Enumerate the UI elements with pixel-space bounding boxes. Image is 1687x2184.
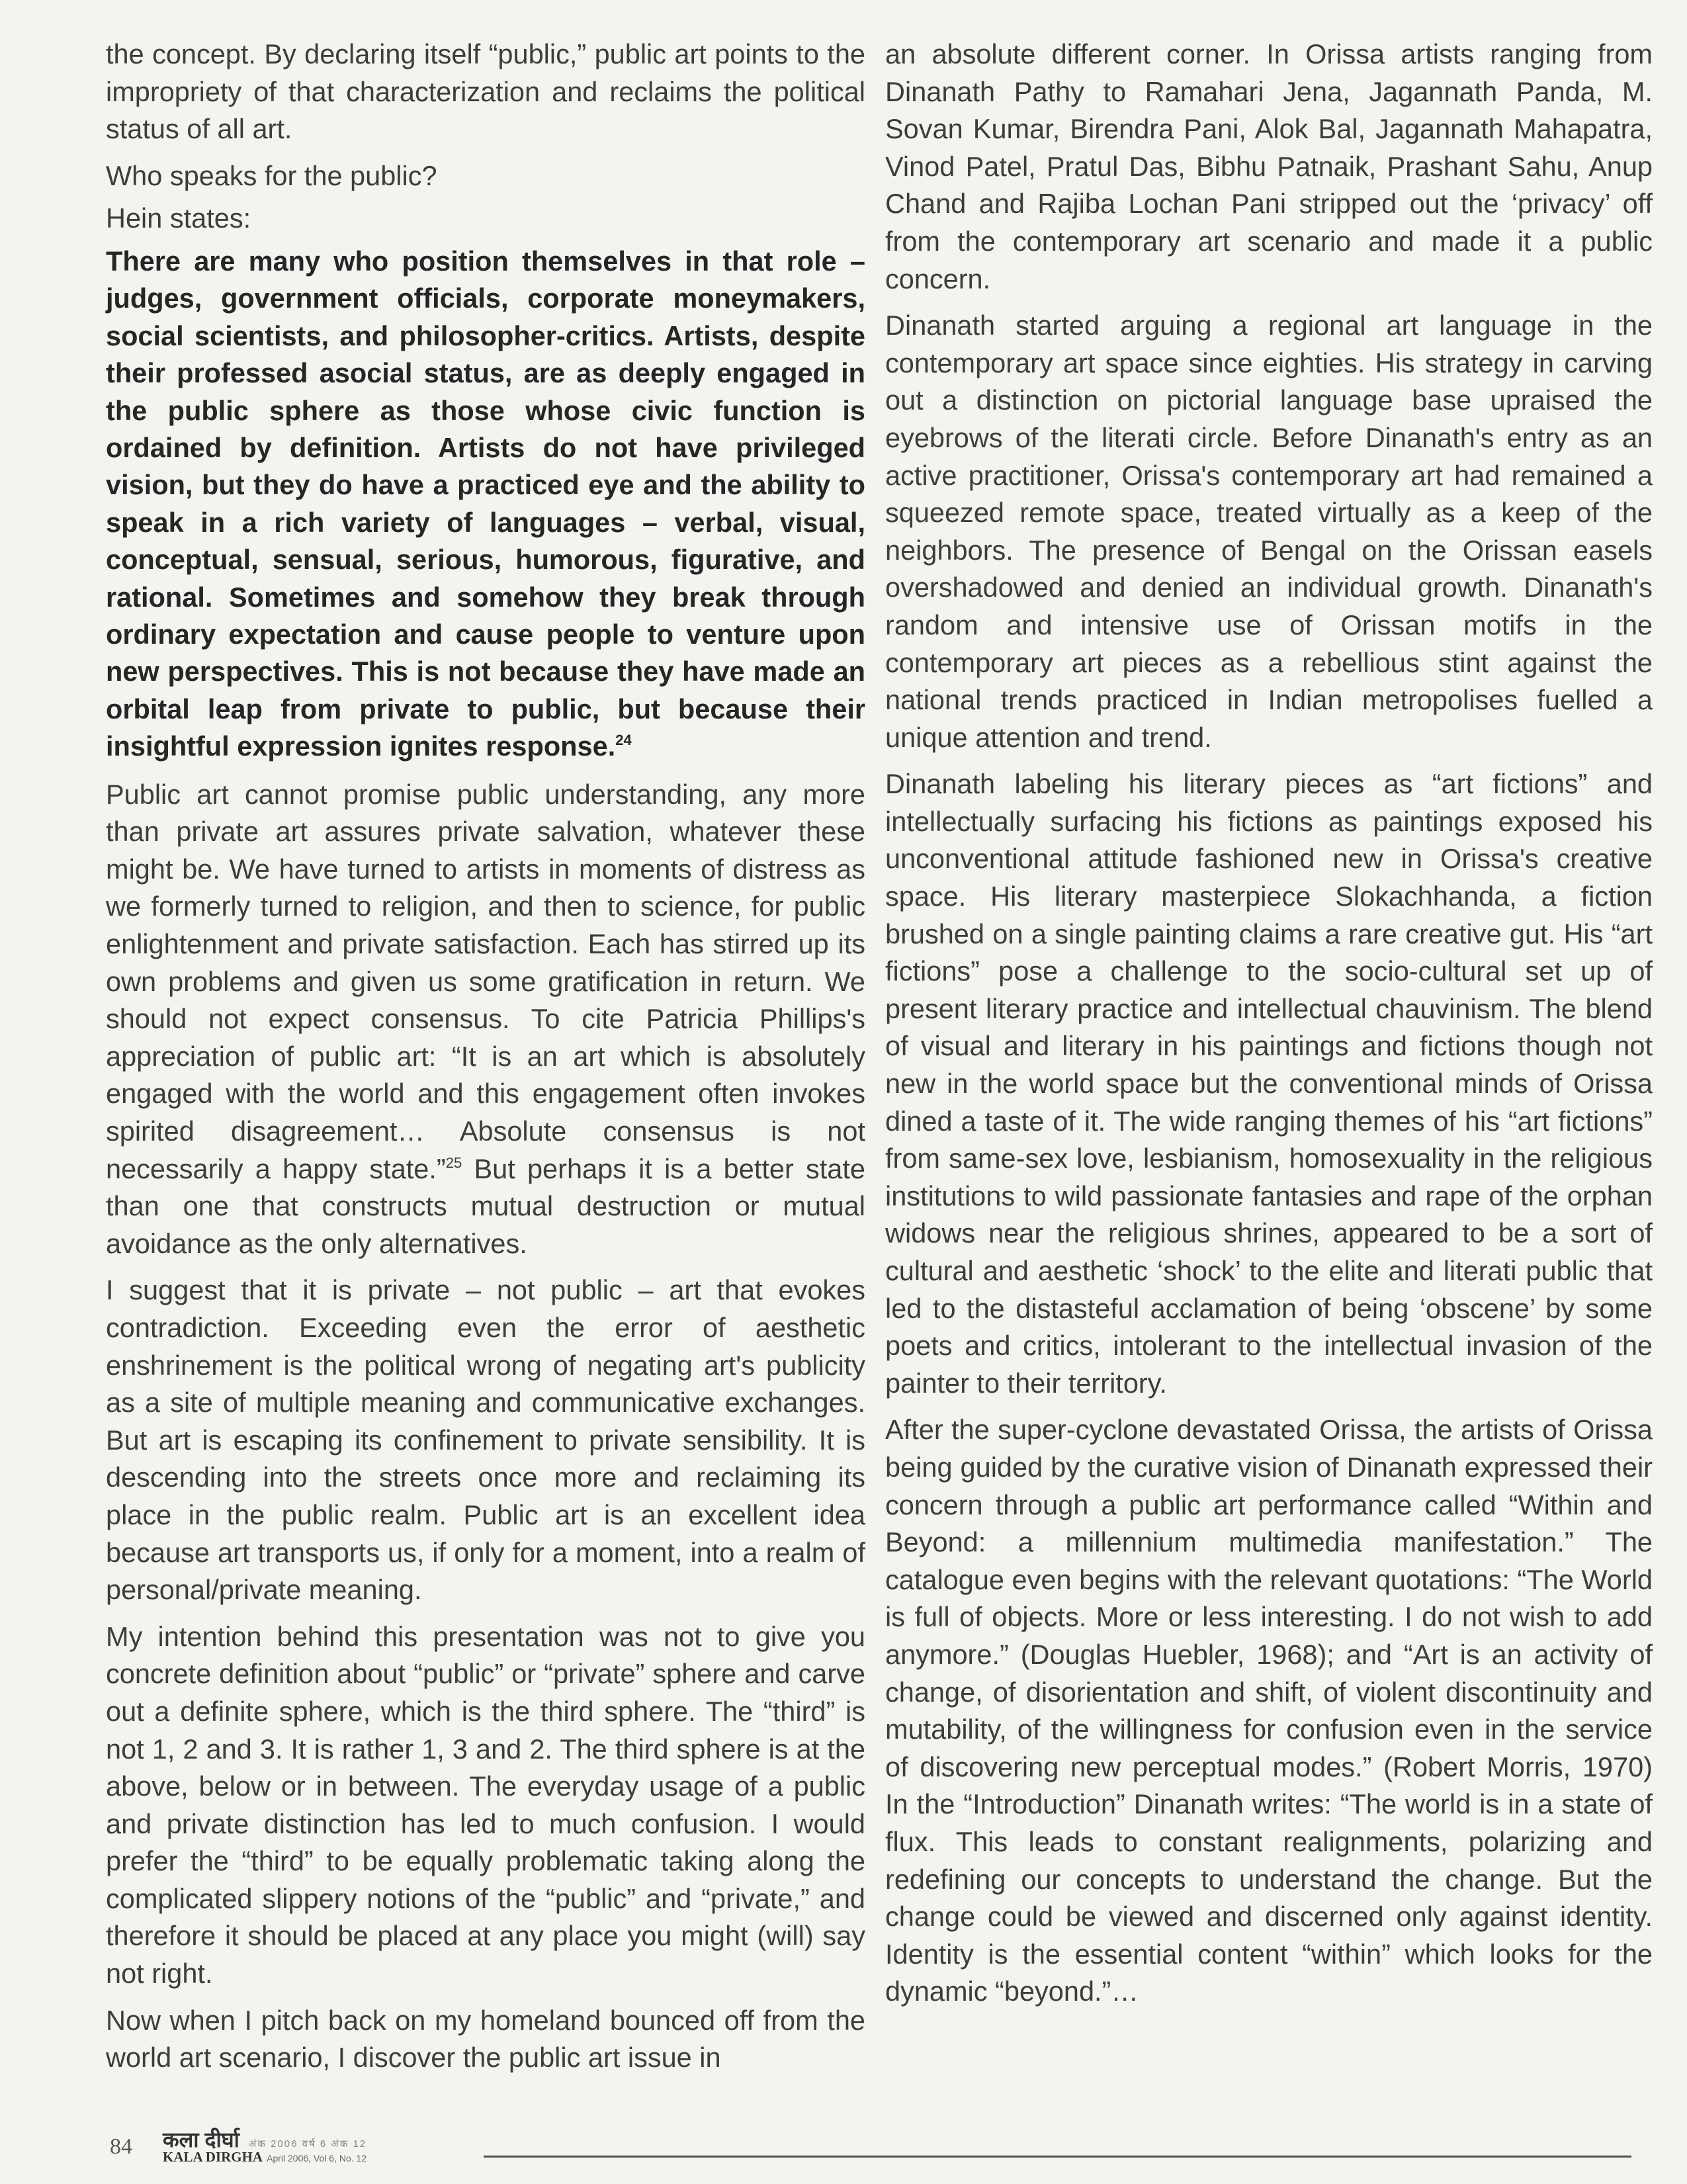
block-quote	[106, 243, 865, 765]
paragraph: Dinanath labeling his literary pieces as “art fictions” and intellectually surfacing his fictions as paintings exposed his unconventional attitude fashioned new in Orissa's creative space. His literary masterpiece Slokachhanda, a fiction brushed on a single painting claims a rare creative gut. His “art fictions” pose a challenge to the socio-cultural set up of present literary practice and intellectual chauvinism. The blend of visual and literary in his paintings and fictions though not new in the world space but the conventional minds of Orissa dined a taste of it. The wide ranging themes of his “art fictions” from same-sex love, lesbianism, homosexuality in the religious institutions to wild passionate fantasies and rape of the orphan widows near the religious shrines, appeared to be a sort of cultural and aesthetic ‘shock’ to the elite and literati public that led to the distasteful acclamation of being ‘obscene’ by some poets and critics, intolerant to the intellectual invasion of the painter to their territory.	[885, 768, 1653, 1399]
paragraph: the concept. By declaring itself “public,” public art points to the impropriety of that characterization and reclaims the political status of all art.	[106, 38, 865, 145]
paragraph-text: But perhaps it is a better state than one that constructs mutual destruction or mutual avoidance as the only alternatives.	[106, 1153, 865, 1259]
paragraph-text: Public art cannot promise public understanding, any more than private art assures private salvation, whatever these might be. We have turned to artists in moments of distress as we formerly turned to religion, and then to science, for public enlightenment and private satisfaction. Each has stirred up its own problems and given us some gratification in return. We should not expect consensus. To cite Patricia Phillips's appreciation of public art: “It is an art which is absolutely engaged with the world and this engagement often invokes spirited disagreement… Absolute consensus is not necessarily a happy state.”	[106, 778, 865, 1184]
paragraph: Dinanath started arguing a regional art language in the contemporary art space since eighties. His strategy in carving out a distinction on pictorial language base upraised the eyebrows of the literati circle. Before Dinanath's entry as an active practitioner, Orissa's contemporary art had remained a squeezed remote space, treated virtually as a keep of the neighbors. The presence of Bengal on the Orissan easels overshadowed and denied an individual growth. Dinanath's random and intensive use of Orissan motifs in the contemporary art pieces as a rebellious stint against the national trends practiced in Indian metropolises fuelled a unique attention and trend.	[885, 310, 1653, 753]
issue-info-hindi: अंक 2006 वर्ष 6 अंक 12	[248, 2138, 367, 2150]
footnote-ref: 25	[445, 1154, 462, 1171]
page-number: 84	[110, 2134, 132, 2159]
journal-title-hindi: कला दीर्घा	[163, 2128, 239, 2152]
left-column	[106, 36, 865, 2086]
paragraph: Who speaks for the public?	[106, 159, 437, 191]
footnote-ref: 24	[615, 732, 632, 749]
paragraph: Now when I pitch back on my homeland bounced off from the world art scenario, I discover the public art issue in	[106, 2004, 865, 2074]
paragraph: After the super-cyclone devastated Orissa, the artists of Orissa being guided by the curative vision of Dinanath expressed their concern through a public art performance called “Within and Beyond: a millennium multimedia manifestation.” The catalogue even begins with the relevant quotations: “The World is full of objects. More or less interesting. I do not wish to add anymore.” (Douglas Huebler, 1968); and “Art is an activity of change, of disorientation and shift, of violent discontinuity and mutability, of the willingness for confusion even in the service of discovering new perceptual modes.” (Robert Morris, 1970) In the “Introduction” Dinanath writes: “The world is in a state of flux. This leads to constant realignments, polarizing and redefining our concepts to understand the change. But the change could be viewed and discerned only against identity. Identity is the essential content “within” which looks for the dynamic “beyond.”…	[885, 1414, 1653, 2007]
footer-rule	[484, 2156, 1631, 2158]
journal-title-english-line	[163, 2149, 367, 2165]
paragraph: an absolute different corner. In Orissa artists ranging from Dinanath Pathy to Ramahari Jena, Jagannath Panda, M. Sovan Kumar, Birendra Pani, Alok Bal, Jagannath Mahapatra, Vinod Patel, Pratul Das, Bibhu Patnaik, Prashant Sahu, Anup Chand and Rajiba Lochan Pani stripped out the ‘privacy’ off from the contemporary art scenario and made it a public concern.	[885, 38, 1653, 294]
quote-text: There are many who position themselves in that role – judges, government officials, corporate moneymakers, social scientists, and philosopher-critics. Artists, despite their professed asocial status, are as deeply engaged in the public sphere as those whose civic function is ordained by definition. Artists do not have privileged vision, but they do have a practiced eye and the ability to speak in a rich variety of languages – verbal, visual, conceptual, sensual, serious, humorous, figurative, and rational. Sometimes and somehow they break through ordinary expectation and cause people to venture upon new perspectives. This is not because they have made an orbital leap from private to public, but because their insightful expression ignites response.	[106, 245, 865, 762]
paragraph	[106, 776, 865, 1263]
paragraph: My intention behind this presentation was not to give you concrete definition about “public” or “private” sphere and carve out a definite sphere, which is the third sphere. The “third” is not 1, 2 and 3. It is rather 1, 3 and 2. The third sphere is at the above, below or in between. The everyday usage of a public and private distinction has led to much confusion. I would prefer the “third” to be equally problematic taking along the complicated slippery notions of the “public” and “private,” and therefore it should be placed at any place you might (will) say not right.	[106, 1620, 865, 1989]
paragraph: Hein states:	[106, 202, 251, 234]
right-column	[885, 36, 1653, 2020]
journal-title-english: KALA DIRGHA	[163, 2149, 263, 2165]
paragraph: I suggest that it is private – not public – art that evokes contradiction. Exceeding even the error of aesthetic enshrinement is the political wrong of negating art's publicity as a site of multiple meaning and communicative exchanges. But art is escaping its confinement to private sensibility. It is descending into the streets once more and reclaiming its place in the public realm. Public art is an excellent idea because art transports us, if only for a moment, into a realm of personal/private meaning.	[106, 1274, 865, 1606]
issue-info-english: April 2006, Vol 6, No. 12	[267, 2153, 367, 2163]
page-footer	[110, 2125, 1631, 2171]
